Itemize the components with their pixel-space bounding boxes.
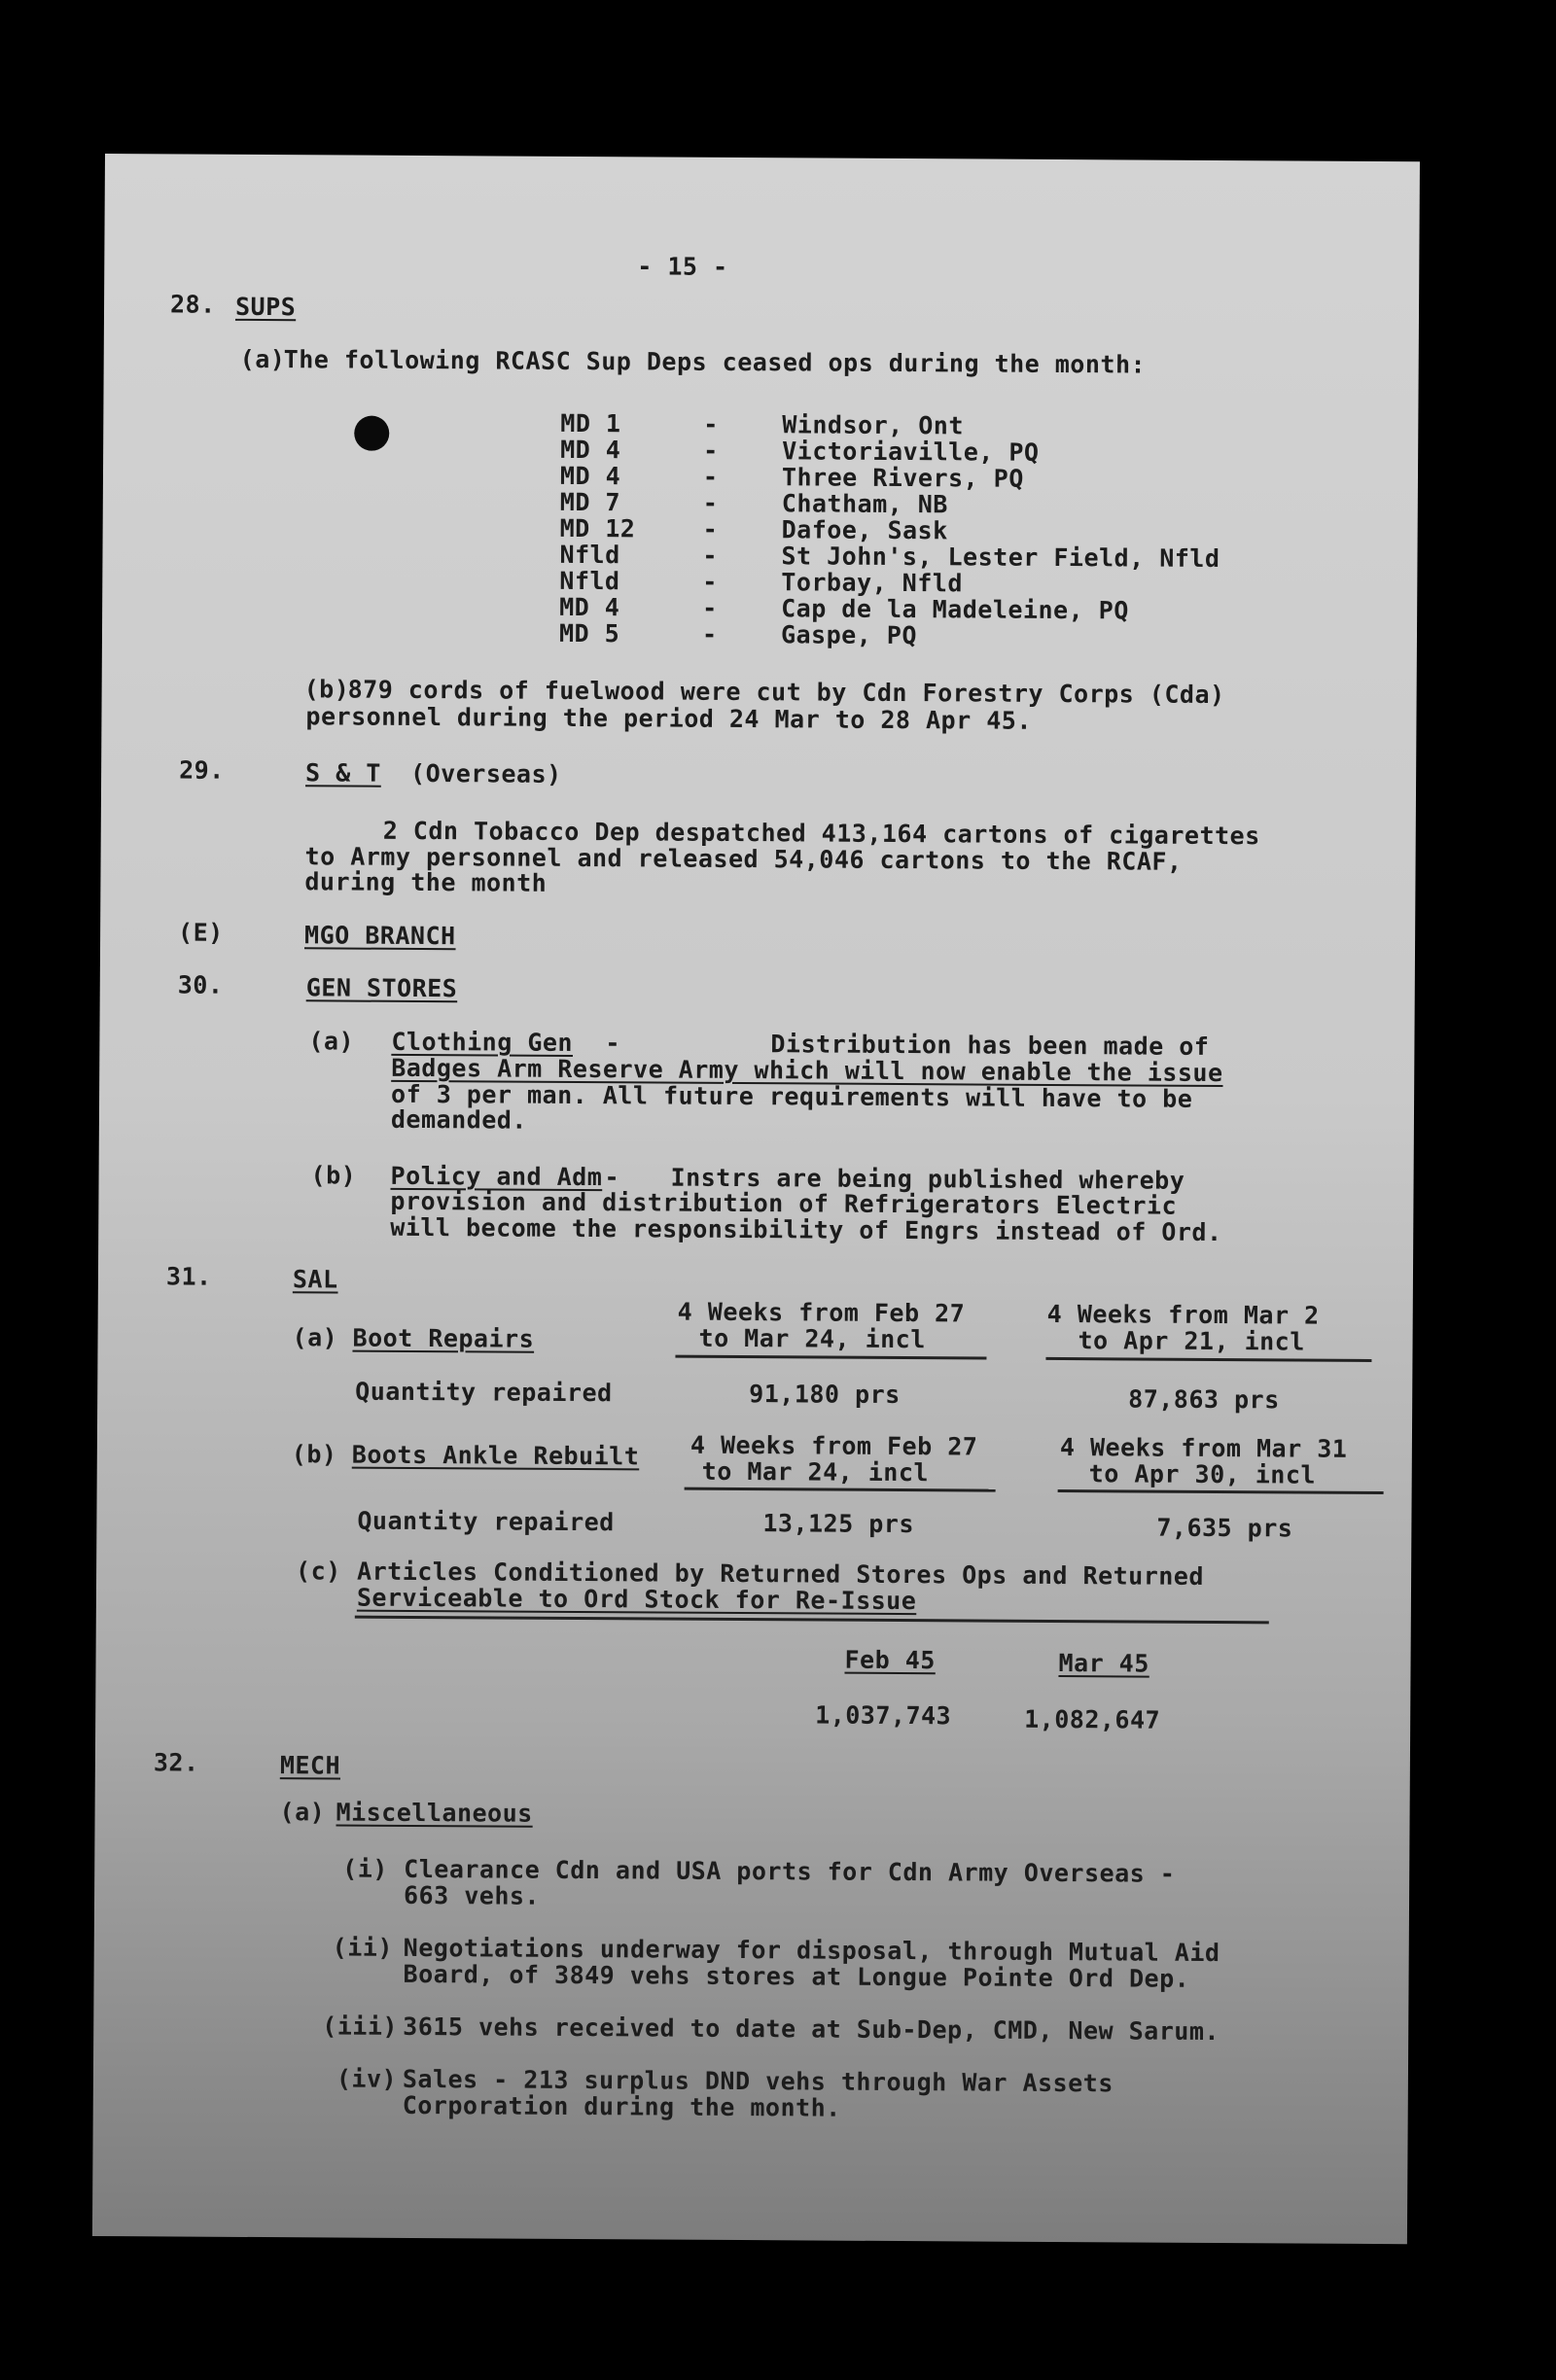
depot-dash: - [702,462,719,491]
item-label: (a) [292,1323,338,1352]
section-heading: MECH [279,1751,341,1780]
subitem-label: (iv) [336,2064,398,2093]
depot-md: Nfld [559,566,620,596]
column-rule [1045,1357,1371,1362]
column-header: Feb 45 [844,1645,936,1675]
depot-dash: - [702,541,719,570]
cell-value: 7,635 prs [1156,1513,1293,1543]
item-label: (c) [296,1557,341,1586]
subitem-text: 663 vehs. [403,1880,541,1910]
section-heading-suffix: (Overseas) [410,758,562,788]
cell-value: 1,082,647 [1024,1704,1161,1734]
section-number: 30. [177,970,224,999]
column-header: Mar 45 [1058,1649,1149,1678]
subitem-text: Negotiations underway for disposal, through Mutual Aid [403,1933,1220,1968]
section-number: 32. [153,1748,199,1777]
column-header: to Apr 30, incl [1088,1459,1317,1489]
section-number: 28. [169,290,216,319]
section-number: 29. [179,755,225,785]
subitem-text: Clearance Cdn and USA ports for Cdn Army Overseas - [404,1854,1176,1888]
depot-md: Nfld [559,540,620,570]
subitem-text: Board, of 3849 vehs stores at Longue Pointe Ord Dep. [403,1959,1190,1993]
section-heading: SUPS [234,292,297,322]
column-header: to Apr 21, incl [1078,1326,1305,1356]
depot-place: Victoriaville, PQ [782,437,1040,467]
item-text: of 3 per man. All future requirements will have to be [391,1079,1193,1113]
item-text: Serviceable to Ord Stock for Re-Issue [356,1583,917,1616]
item-text: personnel during the period 24 Mar to 28 Apr 45. [305,702,1033,735]
cell-value: 1,037,743 [815,1700,952,1731]
depot-place: Chatham, NB [781,489,948,519]
column-header: 4 Weeks from Feb 27 [677,1297,966,1328]
column-header: to Mar 24, incl [698,1323,926,1354]
item-title: Miscellaneous [336,1798,533,1828]
item-title: Clothing Gen [391,1027,574,1057]
section-heading: S & T [305,758,381,788]
item-text: Badges Arm Reserve Army which will now enable the issue [391,1053,1223,1088]
cell-value: 87,863 prs [1128,1384,1280,1415]
item-label: (b) [303,675,350,704]
section-heading: SAL [292,1265,338,1294]
section-number: 31. [165,1262,212,1291]
column-rule [675,1355,986,1360]
depot-md: MD 4 [560,435,621,465]
item-text: 879 cords of fuelwood were cut by Cdn Forestry Corps (Cda) [347,675,1225,710]
item-title: Boot Repairs [352,1323,535,1353]
depot-place: Cap de la Madeleine, PQ [781,594,1129,625]
cell-value: 13,125 prs [762,1509,915,1539]
subitem-text: 3615 vehs received to date at Sub-Dep, CMD, New Sarum. [403,2012,1220,2047]
item-text: The following RCASC Sup Deps ceased ops during the month: [283,345,1147,379]
item-text: will become the responsibility of Engrs instead of Ord. [390,1212,1222,1247]
subitem-label: (i) [342,1854,388,1883]
section-heading: GEN STORES [305,973,458,1003]
page-number: - 15 - [637,252,728,281]
paragraph-line: to Army personnel and released 54,046 cartons to the RCAF, [304,842,1183,876]
item-label: (a) [239,344,286,374]
paragraph-line: during the month [304,867,548,897]
subitem-label: (ii) [332,1933,394,1962]
item-dash: - [604,1163,620,1192]
depot-dash: - [702,567,718,596]
subitem-text: Corporation during the month. [402,2090,841,2122]
column-rule [1058,1489,1384,1494]
depot-md: MD 5 [558,618,620,648]
item-text: Instrs are being published whereby [670,1163,1185,1195]
depot-md: MD 4 [559,461,621,491]
column-header: to Mar 24, incl [701,1456,930,1488]
document-page [92,154,1420,2244]
cell-value: 91,180 prs [749,1380,901,1410]
depot-place: Three Rivers, PQ [781,463,1024,493]
depot-md: MD 4 [559,592,620,622]
depot-place: Windsor, Ont [782,410,965,440]
column-header: 4 Weeks from Mar 31 [1059,1433,1348,1463]
item-text: Distribution has been made of [770,1030,1210,1061]
row-label: Quantity repaired [357,1506,615,1537]
column-header: 4 Weeks from Mar 2 [1046,1299,1320,1330]
row-label: Quantity repaired [355,1377,613,1408]
depot-dash: - [702,488,719,517]
punch-hole [354,416,389,451]
depot-dash: - [702,593,718,622]
subitem-label: (iii) [322,2012,399,2041]
item-text: Articles Conditioned by Returned Stores Ops and Returned [357,1557,1205,1591]
item-text: provision and distribution of Refrigerators Electric [390,1186,1178,1220]
column-header: 4 Weeks from Feb 27 [690,1430,978,1461]
column-rule [685,1488,996,1492]
depot-place: Torbay, Nfld [781,568,964,598]
item-text: demanded. [390,1104,527,1135]
depot-dash: - [703,409,719,438]
branch-heading: MGO BRANCH [304,921,456,951]
depot-dash: - [703,436,719,465]
depot-dash: - [702,514,719,543]
underline-rule [355,1616,1269,1625]
depot-md: MD 7 [559,487,621,517]
item-label: (a) [279,1798,326,1827]
item-label: (b) [310,1161,357,1190]
depot-md: MD 1 [560,408,621,438]
depot-dash: - [701,619,718,648]
subitem-text: Sales - 213 surplus DND vehs through War Assets [402,2064,1114,2098]
branch-label: (E) [178,918,224,947]
item-label: (b) [291,1440,337,1469]
depot-place: Dafoe, Sask [781,515,948,545]
depot-place: St John's, Lester Field, Nfld [781,542,1220,574]
paragraph-line: 2 Cdn Tobacco Dep despatched 413,164 cartons of cigarettes [382,816,1260,851]
item-label: (a) [308,1027,355,1056]
item-title: Policy and Adm [390,1161,603,1192]
depot-md: MD 12 [559,513,636,543]
depot-place: Gaspe, PQ [780,620,918,650]
item-dash: - [605,1029,621,1058]
item-title: Boots Ankle Rebuilt [351,1440,640,1471]
